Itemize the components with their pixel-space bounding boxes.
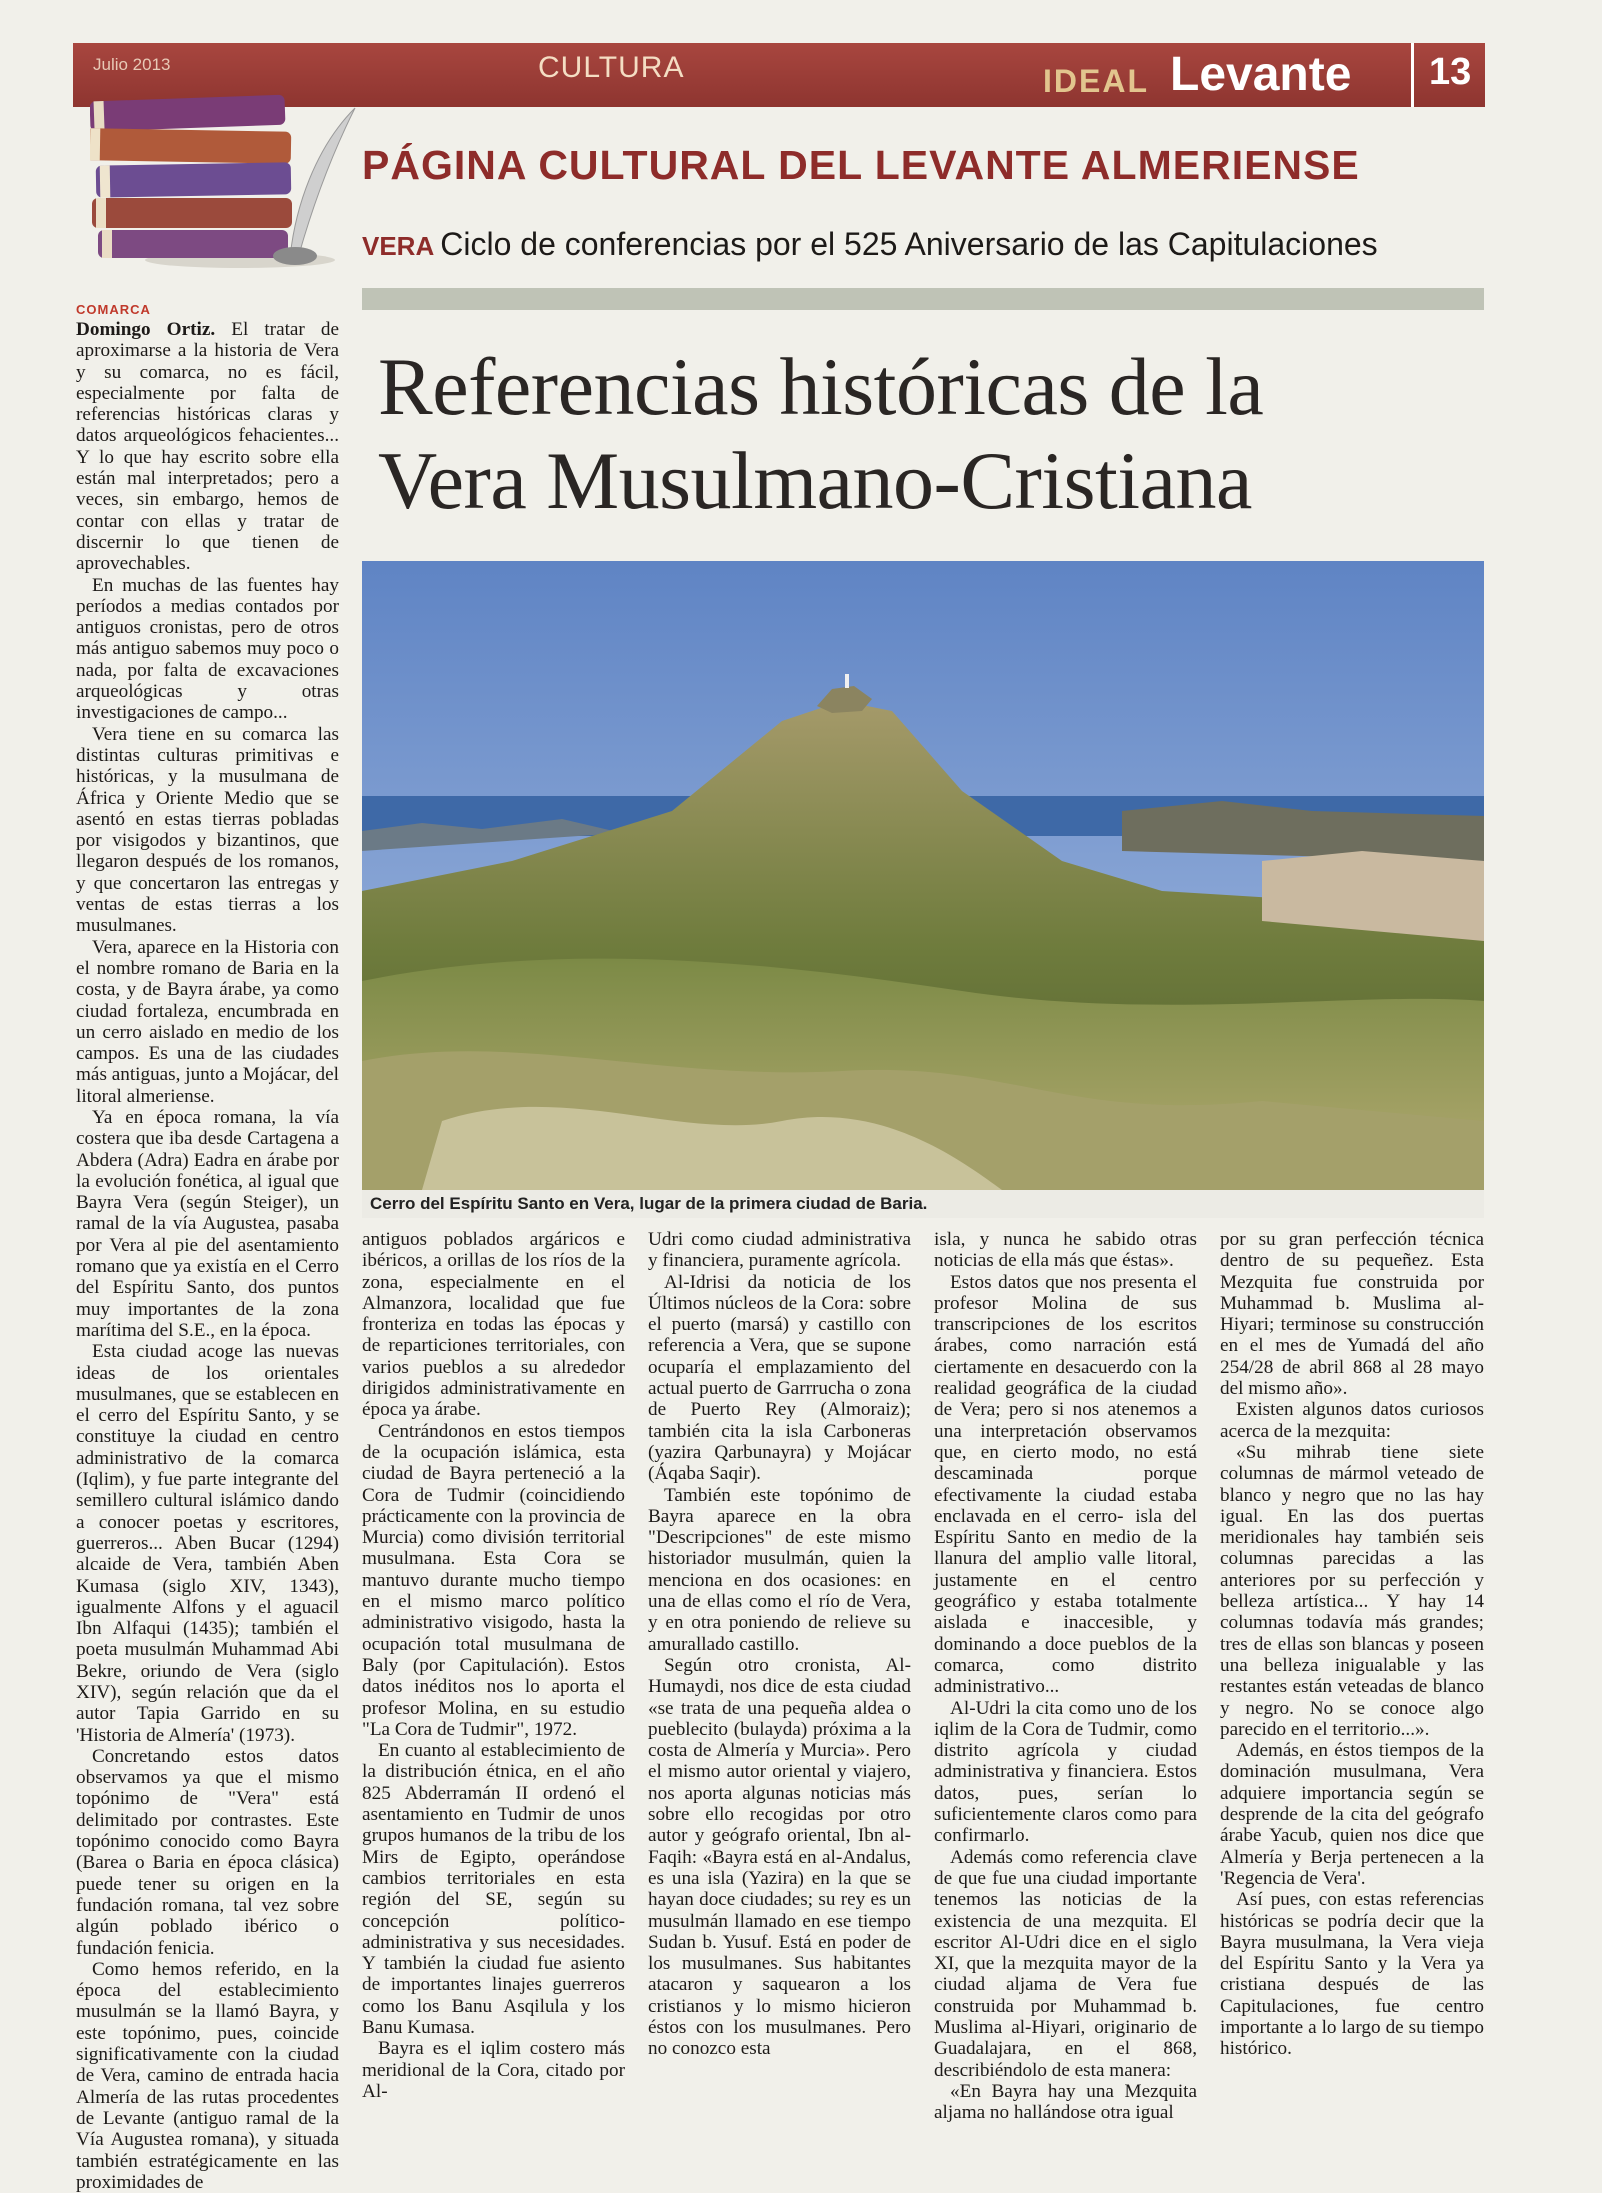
article-column-5 [1220, 1229, 1484, 2060]
header-divider [1411, 43, 1414, 107]
paragraph: Además, en éstos tiempos de la dominación musulmana, Vera adquiere importancia según se desprende de la cita del geógrafo árabe Yacub, quien nos dice que Almería y Berja pertenecen a la 'Regencia de Vera'. [1220, 1740, 1484, 1889]
paragraph: Así pues, con estas referencias históricas se podría decir que la Bayra musulmana, la Vera vieja del Espíritu Santo y la Vera ya cristiana después de las Capitulaciones, fue centro importante a lo largo de su tiempo histórico. [1220, 1889, 1484, 2060]
page-title: PÁGINA CULTURAL DEL LEVANTE ALMERIENSE [362, 142, 1360, 188]
paragraph: En muchas de las fuentes hay períodos a medias contados por antiguos cronistas, pero de otros más antiguo sabemos muy poco o nada, por falta de excavaciones arqueológicas y otras investigaciones de campo... [76, 574, 339, 724]
issue-date: Julio 2013 [93, 55, 171, 74]
paragraph: Vera tiene en su comarca las distintas culturas primitivas e históricas, y la musulmana de África y Oriente Medio que se asentó en estas tierras pobladas por visigodos y bizantinos, que llegaron después de los romanos, y que concertaron las entregas y ventas de estas tierras a los musulmanes. [76, 723, 339, 937]
section-name: CULTURA [538, 51, 685, 84]
paragraph: Además como referencia clave de que fue una ciudad importante tenemos las noticias de la existencia de una mezquita. El escritor Al-Udri dice en el siglo XI, que la mezquita mayor de la ciudad aljama de Vera fue construida por Muhammad b. Muslima al-Hiyari, originario de Guadalajara, en el 868, describiéndolo de esta manera: [934, 1846, 1197, 2081]
paragraph: Concretando estos datos observamos ya que el mismo topónimo de "Vera" está delimitado por contrastes. Este topónimo conocido como Bayra (Barea o Baria en época clásica) puede tener su origen en la fundación romana, tal vez sobre algún poblado ibérico o fundación fenicia. [76, 1745, 339, 1959]
paragraph: antiguos poblados argáricos e ibéricos, a orillas de los ríos de la zona, especialmente en el Almanzora, localidad que fue fronteriza en todas las épocas y de reparticiones territoriales, con varios pueblos a su alrededor dirigidos administrativamente en época ya árabe. [362, 1229, 625, 1421]
paragraph: Centrándonos en estos tiempos de la ocupación islámica, esta ciudad de Bayra perteneció a la Cora de Tudmir (coincidiendo prácticamente con la provincia de Murcia) como división territorial musulmana. Esta Cora se mantuvo durante mucho tiempo en el mismo marco político administrativo visigodo, hasta la ocupación total musulmana de Baly (por Capitulación). Estos datos inéditos nos lo aporta el profesor Molina, en su estudio "La Cora de Tudmir", 1972. [362, 1420, 625, 1740]
paragraph: «Su mihrab tiene siete columnas de mármol veteado de blanco y negro que no las hay igual. En las dos puertas meridionales hay también seis columnas parecidas a las anteriores por su perfección y belleza artística... Y hay 14 columnas todavía más grandes; tres de ellas son blancas y poseen una belleza inigualable y las restantes están veteadas de blanco y negro. No se conoce algo parecido en el territorio...». [1220, 1441, 1484, 1740]
section-label: COMARCA [76, 302, 151, 317]
subheading-text: Ciclo de conferencias por el 525 Aniversario de las Capitulaciones [440, 226, 1378, 262]
article-column-4 [934, 1229, 1197, 2123]
paragraph: Al-Idrisi da noticia de los Últimos núcleos de la Cora: sobre el puerto (marsá) y castillo con referencia a Vera, que se supone ocuparía el emplazamiento del actual puerto de Garrrucha o zona de Puerto Rey (Almoraiz); también cita la isla Carboneras (yazira Qarbunayra) y Mojácar (Áqaba Saqir). [648, 1271, 911, 1485]
paragraph: Udri como ciudad administrativa y financiera, puramente agrícola. [648, 1229, 911, 1272]
page-number: 13 [1429, 51, 1472, 93]
grey-rule [362, 288, 1484, 310]
article-column-2 [362, 1229, 625, 2102]
paragraph: por su gran perfección técnica dentro de su pequeñez. Esta Mezquita fue construida por Muhammad b. Muslima al-Hiyari; terminose su construcción en el mes de Yumadá del año 254/28 de abril 868 al 28 mayo del mismo año». [1220, 1229, 1484, 1400]
paragraph: Esta ciudad acoge las nuevas ideas de los orientales musulmanes, que se establecen en el cerro del Espíritu Santo, y se constituye la ciudad en centro administrativo de la comarca (Iqlim), y fue parte integrante del semillero cultural islámico dando a conocer poetas y escritores, guerreros... Aben Bucar (1294) alcaide de Vera, también Aben Kumasa (siglo XIV, 1343), igualmente Alfons y el aguacil Ibn Alfaqui (1435); también el poeta musulmán Muhammad Abi Bekre, oriundo de Vera (siglo XIV), según relación que da el autor Tapia Garrido en su 'Historia de Almería' (1973). [76, 1341, 339, 1746]
paragraph: Ya en época romana, la vía costera que iba desde Cartagena a Abdera (Adra) Eadra en árabe por la evolución fonética, al igual que Bayra Vera (según Steiger), un ramal de la vía Augustea, pasaba por Vera al pie del asentamiento romano que ya existía en el Cerro del Espíritu Santo, dos puntos muy importantes de la zona marítima del S.E., en la época. [76, 1106, 339, 1341]
paragraph: Como hemos referido, en la época del establecimiento musulmán se la llamó Bayra, y este topónimo, pues, coincide significativamente con la ciudad de Vera, camino de entrada hacia Almería de las rutas procedentes de Levante (antiguo ramal de la Vía Augustea romana), y situada también estratégicamente en las proximidades de [76, 1958, 339, 2193]
paragraph: En cuanto al establecimiento de la distribución étnica, en el año 825 Abderramán II ordenó el asentamiento en Tudmir de unos grupos humanos de la tribu de los Mirs de Egipto, operándose cambios territoriales en esta región del SE, según su concepción político- administrativa y sus necesidades. Y también la ciudad fue asiento de importantes linajes guerreros como los Banu Asqilula y los Banu Kumasa. [362, 1740, 625, 2038]
paragraph: «En Bayra hay una Mezquita aljama no hallándose otra igual [934, 2080, 1197, 2124]
paragraph: También este topónimo de Bayra aparece en la obra "Descripciones" de este mismo historiador musulmán, quien la menciona en dos ocasiones: en una de ellas como el río de Vera, y en otra poniendo de relieve su amurallado castillo. [648, 1484, 911, 1655]
headline-line-2: Vera Musulmano-Cristiana [378, 435, 1252, 526]
brand-levante: Levante [1170, 48, 1352, 101]
paragraph: isla, y nunca he sabido otras noticias de ella más que éstas». [934, 1229, 1197, 1272]
books-quill-icon [90, 88, 360, 268]
author-name: Domingo Ortiz. [76, 319, 216, 340]
article-column-3 [648, 1229, 911, 2060]
paragraph: Estos datos que nos presenta el profesor Molina de sus transcripciones de los escritos árabes, como narración está ciertamente en desacuerdo con la realidad geográfica de la ciudad de Vera; pero si nos atenemos a una interpretación observamos que, en cierto modo, no está descaminada porque efectivamente la ciudad estaba enclavada en el cerro- isla del Espíritu Santo en medio de la llanura del amplio valle litoral, justamente en el centro geográfico y estaba totalmente aislada e inaccesible, y dominando a doce pueblos de la comarca, como distrito administrativo... [934, 1271, 1197, 1698]
photo-caption: Cerro del Espíritu Santo en Vera, lugar de la primera ciudad de Baria. [362, 1190, 1484, 1218]
paragraph: Bayra es el iqlim costero más meridional de la Cora, citado por Al- [362, 2038, 625, 2102]
subheading [362, 226, 1378, 263]
paragraph: Según otro cronista, Al-Humaydi, nos dice de esta ciudad «se trata de una pequeña aldea o pueblecito (bulayda) próxima a la costa de Almería y Murcia». Pero el mismo autor oriental y viajero, nos aporta algunas noticias más sobre ello recogidas por otro autor y geógrafo oriental, Ibn al-Faqih: «Bayra está en al-Andalus, es una isla (Yazira) en la que se hayan doce ciudades; su rey es un musulmán llamado en ese tiempo Sudan b. Yusuf. Está en poder de los musulmanes. Sus habitantes atacaron y saquearon a los cristianos y lo mismo hicieron éstos con los musulmanes. Pero no conozco esta [648, 1654, 911, 2060]
paragraph: Al-Udri la cita como uno de los iqlim de la Cora de Tudmir, como distrito agrícola y ciudad administrativa y financiera. Estos datos, pues, serían lo suficientemente claros como para confirmarlo. [934, 1697, 1197, 1847]
brand-ideal: IDEAL [1043, 63, 1149, 99]
paragraph: Existen algunos datos curiosos acerca de la mezquita: [1220, 1399, 1484, 1442]
paragraph: Domingo Ortiz. El tratar de aproximarse a la historia de Vera y su comarca, no es fácil, especialmente por falta de referencias históricas claras y datos arqueológicos fehacientes... Y lo que hay escrito sobre ella están mal interpretados; pero a veces, sin embargo, hemos de contar con ellas y tratar de discernir lo que tienen de aprovechables. [76, 319, 339, 575]
headline [378, 340, 1488, 528]
landscape-photo [362, 561, 1484, 1190]
subheading-tag: VERA [362, 231, 435, 261]
article-column-1 [76, 319, 339, 2193]
headline-line-1: Referencias históricas de la [378, 341, 1264, 432]
paragraph: Vera, aparece en la Historia con el nombre romano de Baria en la costa, y de Bayra árabe, ya como ciudad fortaleza, encumbrada en un cerro aislado en medio de los campos. Es una de las ciudades más antiguas, junto a Mojácar, del litoral almeriense. [76, 936, 339, 1107]
